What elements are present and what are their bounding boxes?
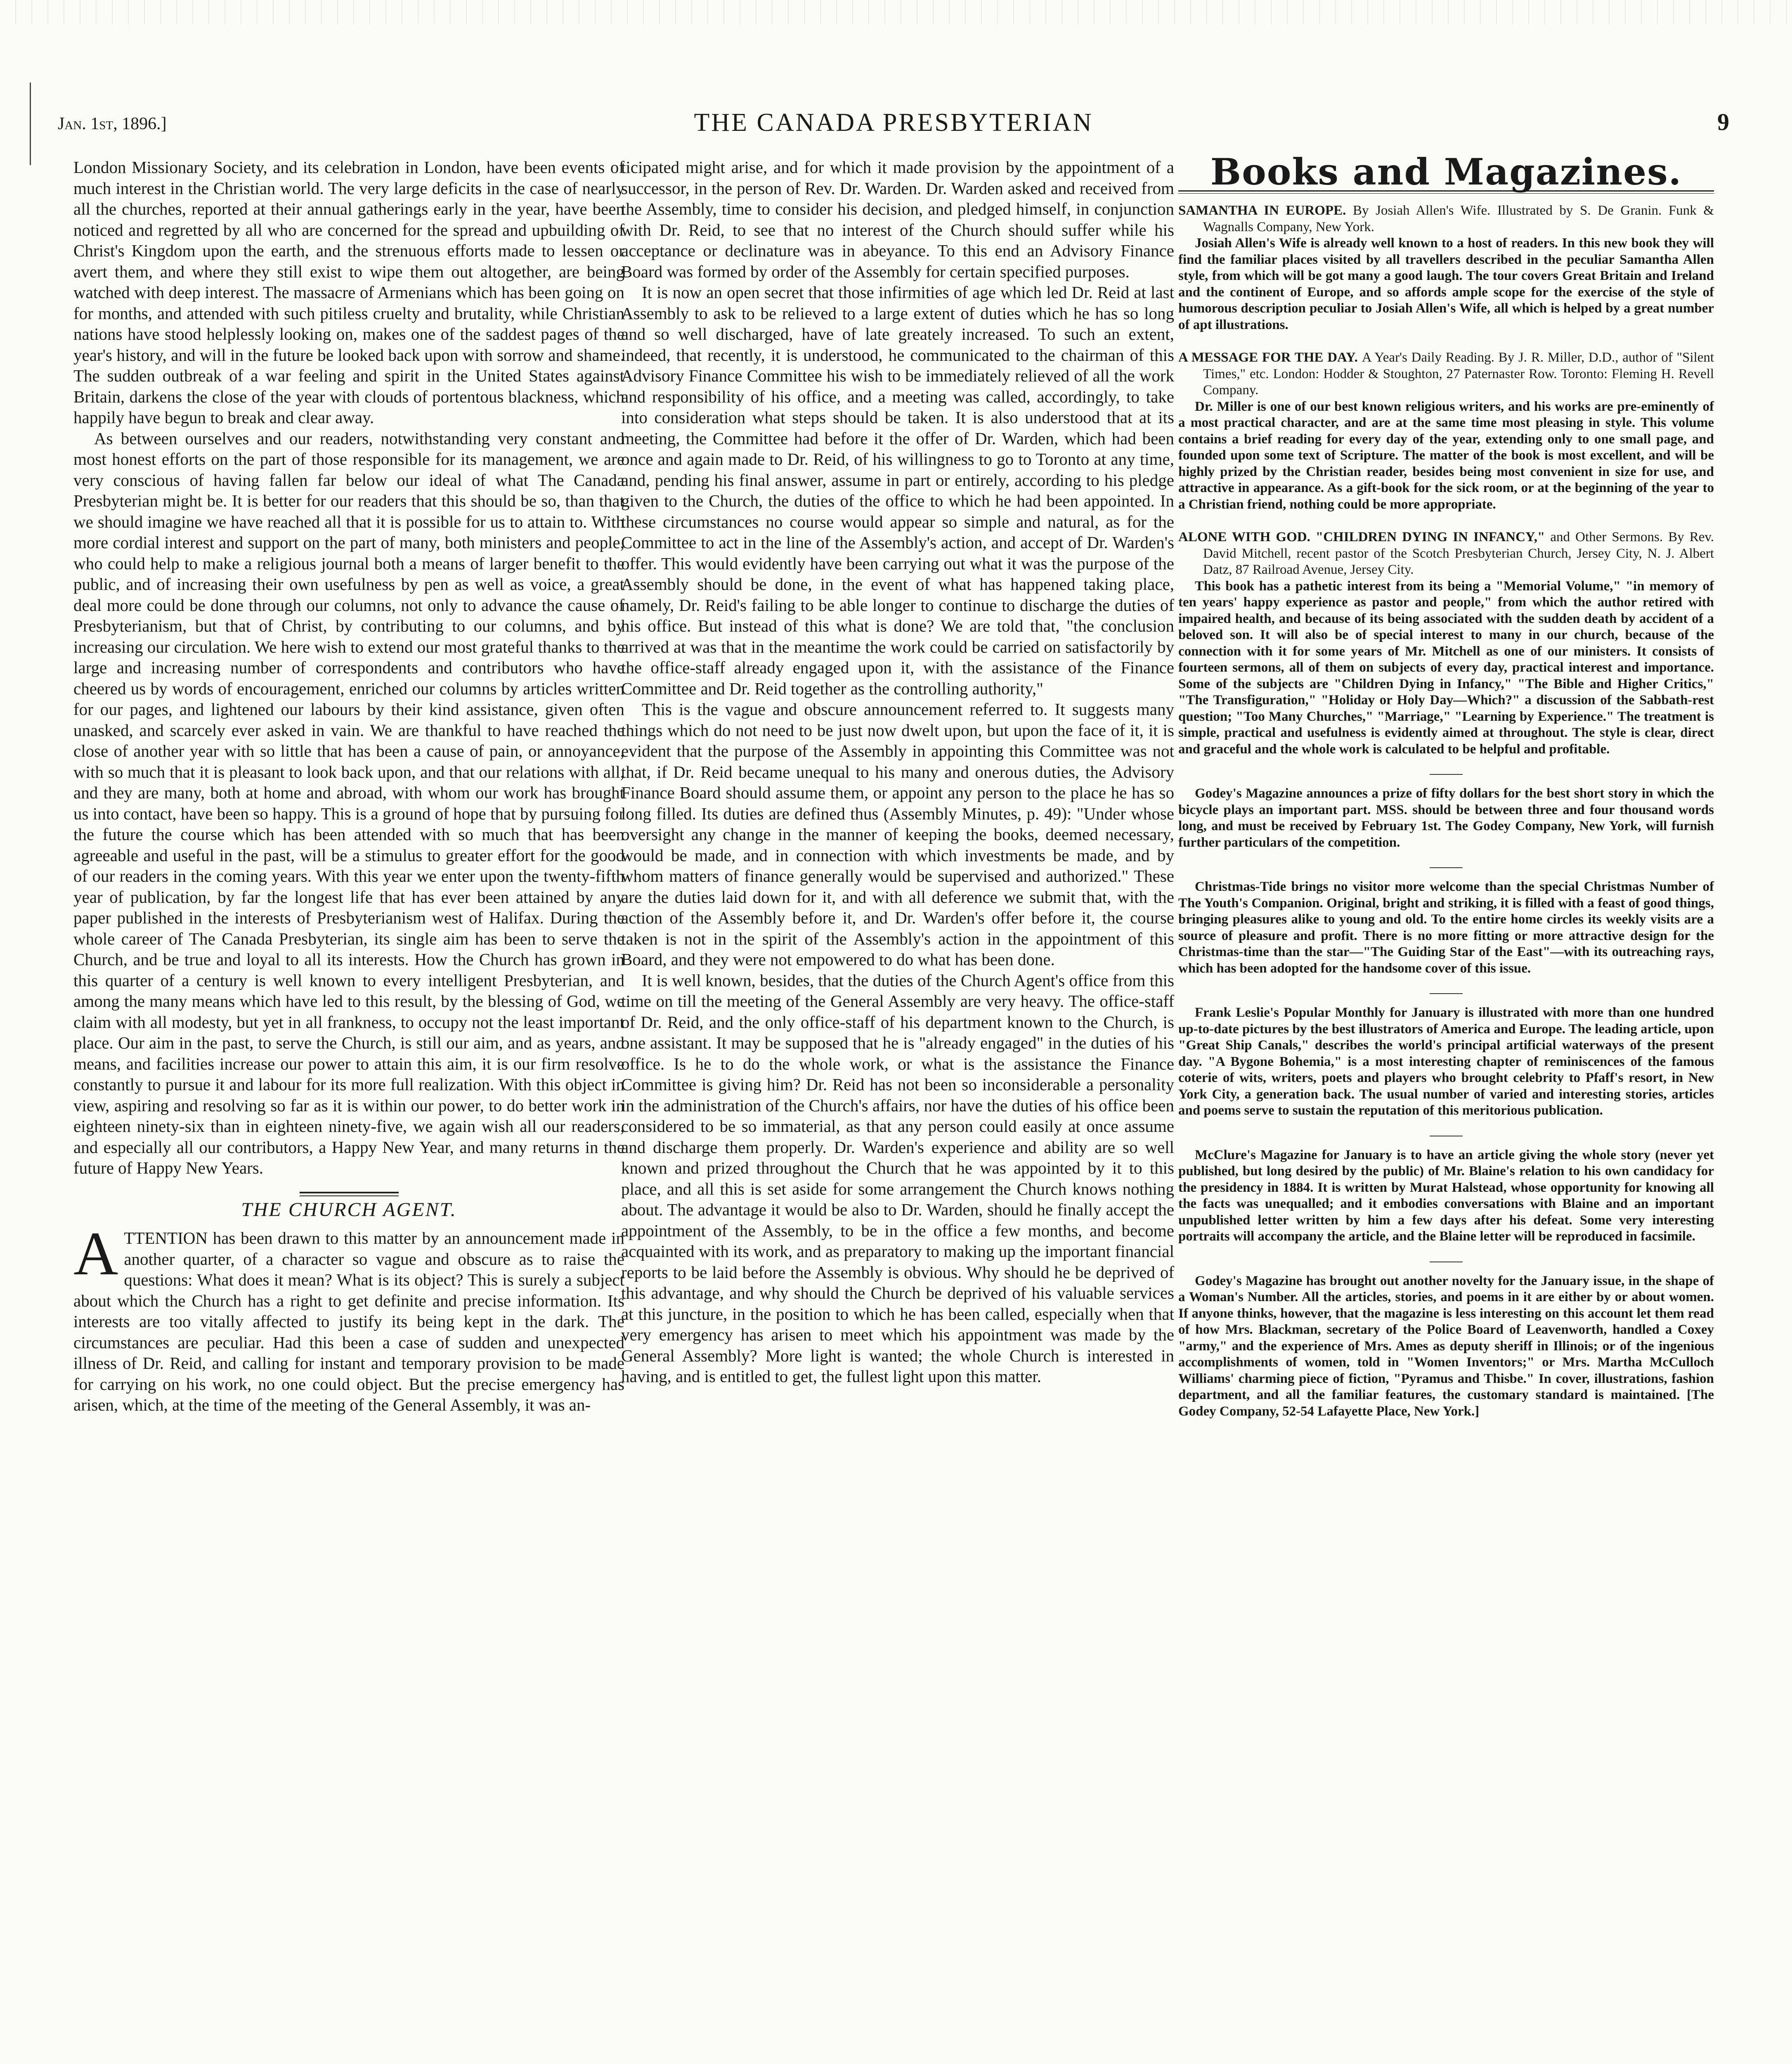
- magazine-notice: [1178, 1273, 1714, 1420]
- paragraph: It is now an open secret that those infirmities of age which led Dr. Reid at last Assembly to ask to be relieved to a large extent of duties which he has so long and so well discharged, have of late greately increased. To such an extent, indeed, that recently, it is understood, he communicated to the chairman of this Advisory Finance Committee his wish to be immediately relieved of all the work and responsibility of his office, and a meeting was called, accordingly, to take into consideration what steps should be taken. It is also understood that at its meeting, the Committee had before it the offer of Dr. Warden, which had been once and again made to Dr. Reid, of his willingness to go to Toronto at any time, and, pending his final answer, assume in part or entirely, according to his pledge given to the Church, the duties of the office to which he had been appointed. In these circumstances no course would appear so simple and natural, as for the Committee to act in the line of the Assembly's action, and accept of Dr. Warden's offer. This would evidently have been carrying out what it was the purpose of the Assembly should be done, in the event of what has happened taking place, namely, Dr. Reid's failing to be able longer to continue to discharge the duties of his office. But instead of this what is done? We are told that, "the conclusion arrived at was that in the meantime the work could be carried on satisfactorily by the office-staff already engaged upon it, with the assistance of the Finance Committee and Dr. Reid together as the controlling authority,": [621, 283, 1174, 698]
- book-review: [1178, 529, 1714, 757]
- column-left: [73, 157, 624, 1415]
- review-details: and Other Sermons. By Rev. David Mitchell, recent pastor of the Scotch Presbyterian Church, Jersey City, N. J. Albert Datz, 87 Railroad Avenue, Jersey City.: [1203, 530, 1714, 577]
- item-divider: [1430, 867, 1463, 868]
- review-body: This book has a pathetic interest from its being a "Memorial Volume," "in memory of ten years' happy experience as pastor and people," from which the author retired with impaired health, and because of its being associated with the sudden death by accident of a beloved son. It will also be of special interest to many in our church, because of the connection with it for some years of Mr. Mitchell as one of our ministers. It consists of fourteen sermons, all of them on subjects of every day, practical interest and importance. Some of the subjects are "Children Dying in Infancy," "The Bible and Higher Critics," "The Transfiguration," "Holiday or Holy Day—Which?" a discussion of the Sabbath-rest question; "Too Many Churches," "Marriage," "Learning by Experience." The treatment is simple, practical and usefulness is evidently aimed at throughout. The style is clear, direct and graceful and the whole work is calculated to be helpful and profitable.: [1178, 578, 1714, 757]
- paragraph: ticipated might arise, and for which it made provision by the appointment of a successor, in the person of Rev. Dr. Warden. Dr. Warden asked and received from the Assembly, time to consider his decision, and pledged himself, in conjunction with Dr. Reid, to see that no interest of the Church should suffer while his acceptance or declinature was in abeyance. To this end an Advisory Finance Board was formed by order of the Assembly for certain specified purposes.: [621, 158, 1174, 281]
- magazine-notice: [1178, 879, 1714, 977]
- review-details: A Year's Daily Reading. By J. R. Miller, D.D., author of "Silent Times," etc. London: Hodder & Stoughton, 27 Paternaster Row. Toronto: Fleming H. Revell Company.: [1203, 350, 1714, 398]
- page-edge-mark: [30, 83, 31, 165]
- notice-body: Christmas-Tide brings no visitor more welcome than the special Christmas Number of The Youth's Companion. Original, bright and striking, it is filled with a feast of good things, bringing pleasures alike to young and old. To the entire home circles its weekly visits are a source of pleasure and profit. There is no more fitting or more attractive design for the Christmas-time than the star—"The Guiding Star of the East"—with its outreaching rays, which has been adopted for the handsome cover of this issue.: [1178, 879, 1714, 976]
- review-title: ALONE WITH GOD. "CHILDREN DYING IN INFANCY,": [1178, 530, 1545, 544]
- section-heading-books: Books and Magazines.: [1210, 150, 1682, 193]
- paragraph-text: TTENTION has been drawn to this matter by an announcement made in another quarter, of a character so vague and obscure as to raise the questions: What does it mean? What is its object? This is surely a subject about which the Church has a right to get definite and precise information. Its interests are too vitally affected to justify its being kept in the dark. The circumstances are peculiar. Had this been a case of sudden and unexpected illness of Dr. Reid, and calling for instant and temporary provision to be made for carrying on his work, no one could object. But the precise emergency has arisen, which, at the time of the meeting of the General Assembly, it was an-: [73, 1228, 624, 1414]
- issue-date: Jan. 1st, 1896.]: [58, 114, 167, 133]
- magazine-notice: [1178, 1147, 1714, 1245]
- item-divider: [1430, 774, 1463, 775]
- magazine-notice: [1178, 786, 1714, 851]
- paragraph: It is well known, besides, that the duties of the Church Agent's office from this time on till the meeting of the General Assembly are very heavy. The office-staff of Dr. Reid, and the only office-staff of his department known to the Church, is one assistant. It may be supposed that he is "already engaged" in the duties of his office. Is he to do the whole work, or what is the assistance the Finance Committee is giving him? Dr. Reid has not been so inconsiderable a personality in the administration of the Church's affairs, nor have the duties of his office been considered to be so immaterial, as that any person could easily at once assume and discharge them properly. Dr. Warden's experience and ability are so well known and prized throughout the Church that he was appointed by it to this place, and all this is set aside for some arrangement the Church knows nothing about. The advantage it would be also to Dr. Warden, should he finally accept the appointment of the Assembly, to be in the office a few months, and become acquainted with its work, and as preparatory to making up the important financial reports to be laid before the Assembly is obvious. Why should he be deprived of this advantage, and why should the Church be deprived of his valuable services at this juncture, in the position to which he has been called, especially when that very emergency has arisen to meet which his appointment was made by the General Assembly? More light is wanted; the whole Church is interested in having, and is entitled to get, the fullest light upon this matter.: [621, 970, 1174, 1386]
- drop-cap: A: [73, 1219, 118, 1288]
- book-review: [1178, 203, 1714, 333]
- page-number: 9: [1717, 109, 1729, 135]
- review-title: A MESSAGE FOR THE DAY.: [1178, 350, 1358, 365]
- paragraph: As between ourselves and our readers, notwithstanding very constant and most honest efforts on the part of those responsible for its management, we are very conscious of having fallen far below our ideal of what The Canada Presbyterian might be. It is better for our readers that this should be so, than that we should imagine we have reached all that it is possible for us to attain to. With more cordial interest and support on the part of many, both ministers and people, who could help to make a religious journal both a means of larger benefit to the public, and of increasing their own usefulness by pen as well as voice, a great deal more could be done through our columns, not only to advance the cause of Presbyterianism, but that of Christ, by contributing to our columns, and by increasing our circulation. We here wish to extend our most grateful thanks to the large and increasing number of correspondents and contributors who have cheered us by words of encouragement, enriched our columns by articles written for our pages, and lightened our labours by their kind assistance, given often unasked, and scarcely ever asked in vain. We are thankful to have reached the close of another year with so little that has been a cause of pain, or annoyance, with so much that it is pleasant to look back upon, and that our relations with all, and they are many, both at home and abroad, with whom our work has brought us into contact, have been so happy. This is a ground of hope that by pursuing for the future the course which has been attended with so much that has been agreeable and useful in the past, will be a stimulus to greater effort for the good of our readers in the coming years. With this year we enter upon the twenty-fifth year of publication, by far the longest life that has ever been attained by any paper published in the interests of Presbyterianism west of Halifax. During the whole career of The Canada Presbyterian, its single aim has been to serve the Church, and be true and loyal to all its interests. How the Church has grown in this quarter of a century is well known to every intelligent Presbyterian, and among the many means which have led to this result, by the blessing of God, we claim with all modesty, but yet in all frankness, to occupy not the least important place. Our aim in the past, to serve the Church, is still our aim, and as years, and means, and facilities increase our power to attain this aim, it is our firm resolve constantly to pursue it and labour for its more full realization. With this object in view, aspiring and resolving so far as it is within our power, to do better work in eighteen ninety-six than in eighteen ninety-five, we again wish all our readers, and especially all our contributors, a Happy New Year, and many returns in the future of Happy New Years.: [73, 428, 624, 1177]
- column-middle: [621, 157, 1174, 1387]
- section-divider: [300, 1192, 399, 1196]
- publication-title: THE CANADA PRESBYTERIAN: [694, 109, 1093, 137]
- review-body: Dr. Miller is one of our best known religious writers, and his works are pre-eminently of a most practical character, and are at the same time most pleasing in style. This volume contains a brief reading for every day of the year, extending only to one small page, and founded upon some text of Scripture. The matter of the book is most excellent, and will be highly prized by the Christian reader, besides being most convenient in size for use, and attractive in appearance. As a gift-book for the sick room, or at the beginning of the year to a Christian friend, nothing could be more appropriate.: [1178, 399, 1714, 512]
- review-details: By Josiah Allen's Wife. Illustrated by S. De Granin. Funk & Wagnalls Company, New York.: [1203, 203, 1714, 234]
- notice-body: Frank Leslie's Popular Monthly for January is illustrated with more than one hundred up-to-date pictures by the best illustrators of America and Europe. The leading article, upon "Great Ship Canals," describes the world's principal artificial waterways of the present day. "A Bygone Bohemia," is a most interesting chapter of reminiscences of the famous coterie of wits, writers, poets and players who brought celebrity to Pfaff's resort, in New York City, a generation back. The usual number of varied and interesting stories, articles and poems serve to sustain the reputation of this meritorious publication.: [1178, 1005, 1714, 1118]
- notice-body: Godey's Magazine announces a prize of fifty dollars for the best short story in which the bicycle plays an important part. MSS. should be between three and four thousand words long, and must be received by February 1st. The Godey Company, New York, will furnish further particulars of the competition.: [1178, 786, 1714, 850]
- review-body: Josiah Allen's Wife is already well known to a host of readers. In this new book they will find the familiar places visited by all travellers described in the peculiar Samantha Allen style, from which will be got many a good laugh. The tour covers Great Britain and Ireland and the continent of Europe, and so affords ample scope for the exercise of the style of humorous description peculiar to Josiah Allen's Wife, all which is helped by a great number of apt illustrations.: [1178, 236, 1714, 332]
- scan-noise-top: [0, 0, 1792, 25]
- review-title-line: [1178, 350, 1714, 399]
- review-title: SAMANTHA IN EUROPE.: [1178, 203, 1346, 218]
- section-heading-church-agent: THE CHURCH AGENT.: [241, 1198, 457, 1221]
- review-title-line: [1178, 529, 1714, 578]
- book-review: [1178, 350, 1714, 513]
- paragraph: London Missionary Society, and its celebration in London, have been events of much interest in the Christian world. The very large deficits in the case of nearly all the churches, reported at their annual gatherings early in the year, have been noticed and regretted by all who are concerned for the spread and upbuilding of Christ's Kingdom upon the earth, and the strenuous efforts made to lessen or avert them, and where they still exist to wipe them out altogether, are being watched with deep interest. The massacre of Armenians which has been going on for months, and attended with such pitiless cruelty and brutality, while Christian nations have stood helplessly looking on, makes one of the saddest pages of the year's history, and will in the future be looked back upon with sorrow and shame. The sudden outbreak of a war feeling and spirit in the United States against Britain, darkens the close of the year with clouds of portentous blackness, which happily have begun to break and clear away.: [73, 158, 624, 427]
- notice-body: McClure's Magazine for January is to have an article giving the whole story (never yet published, but long desired by the public) of Mr. Blaine's relation to his own candidacy for the presidency in 1884. It is written by Murat Halstead, whose opportunity for knowing all the facts was unequalled; and it embodies conversations with Blaine and an important unpublished letter written by him a few days after his defeat. Some very interesting portraits will accompany the article, and the Blaine letter will be reproduced in facsimile.: [1178, 1147, 1714, 1244]
- item-divider: [1430, 993, 1463, 994]
- notice-body: Godey's Magazine has brought out another novelty for the January issue, in the shape of a Woman's Number. All the articles, stories, and poems in it are either by or about women. If anyone thinks, however, that the magazine is less interesting on this account let them read of how Mrs. Blackman, secretary of the Police Board of Leavenworth, handled a Coxey "army," and the experience of Mrs. Ames as deputy sheriff in Illinois; or of the ingenious accomplishments of women, told in "Women Inventors;" or Mrs. Martha McCulloch Williams' charming piece of fiction, "Pyramus and Thisbe." In cover, illustrations, fashion department, and all the familiar features, the customary standard is maintained. [The Godey Company, 52-54 Lafayette Place, New York.]: [1178, 1273, 1714, 1419]
- running-header: [58, 108, 1729, 137]
- paragraph: This is the vague and obscure announcement referred to. It suggests many things which do not need to be just now dwelt upon, but upon the face of it, it is evident that the purpose of the Assembly in appointing this Committee was not that, if Dr. Reid became unequal to his many and onerous duties, the Advisory Finance Board should assume them, or appoint any person to the place he has so long filled. Its duties are defined thus (Assembly Minutes, p. 49): "Under whose oversight any change in the manner of keeping the books, deemed necessary, would be made, and in connection with which investments be made, and by whom matters of finance generally would be supervised and authorized." These are the duties laid down for it, and with all deference we submit that, with the action of the Assembly before it, and Dr. Warden's offer before it, the course taken is not in the spirit of the Assembly's action in the appointment of this Board, and they were not empowered to do what has been done.: [621, 700, 1174, 969]
- review-title-line: [1178, 203, 1714, 235]
- magazine-notice: [1178, 1005, 1714, 1119]
- paragraph-dropcap: [73, 1219, 624, 1415]
- column-right: [1178, 150, 1714, 1436]
